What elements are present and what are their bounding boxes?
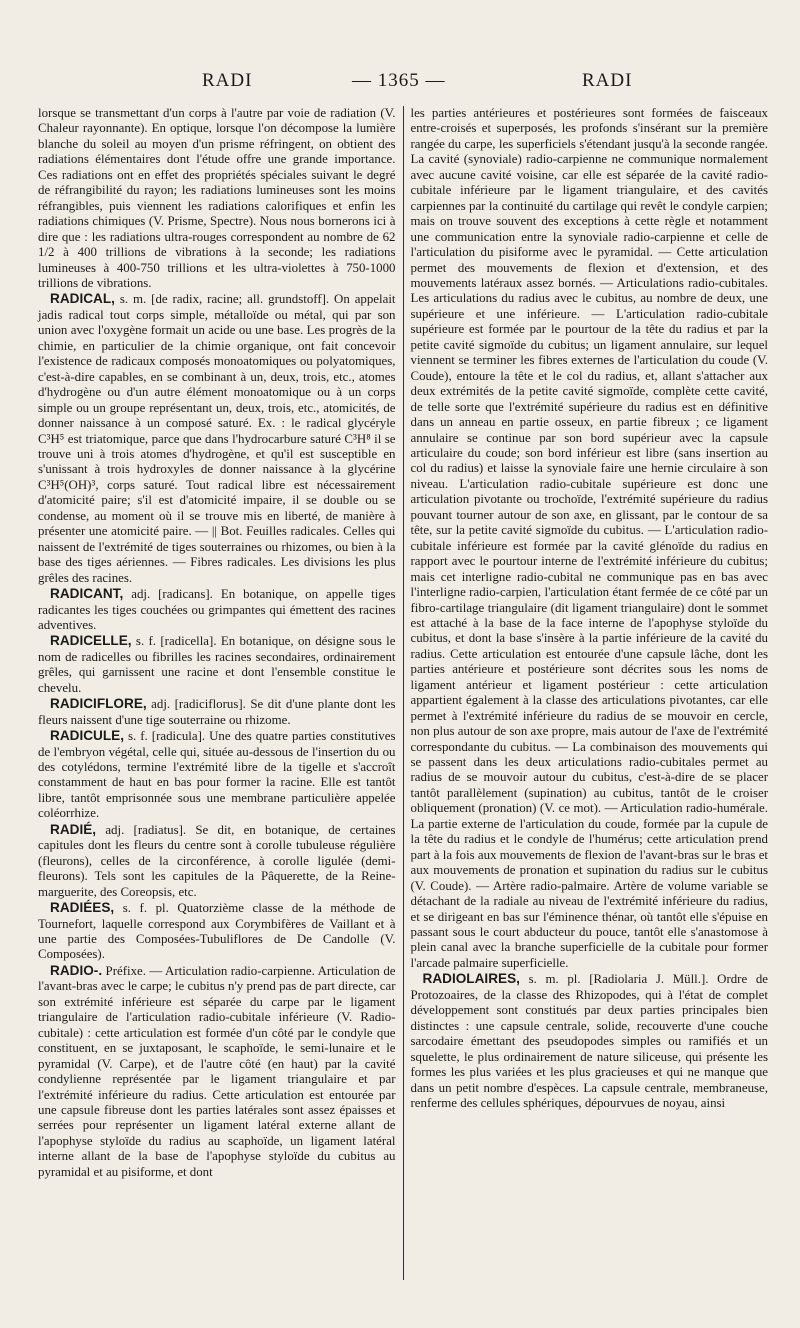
headword: RADIÉES, bbox=[50, 900, 115, 916]
entry-text: s. m. [de radix, racine; all. grundstoff]. On appelait jadis radical tout corps simple, métalloïde ou métal, qui par son union avec l'oxygène formait un acide ou une base. Les progrès de la chimie, en particulier de la chimie organique, ont fait concevoir l'existence de radicaux composés monoatomiques ou polyatomiques, c'est-à-dire capables, en se combinant à un, deux, trois, etc., atomes d'hydrogène ou d'un autre élément monoatomique ou à un corps simple ou un groupe représentant un, deux, trois, etc., atomicités, de donner naissance à un composé saturé. Ex. : le radical glycéryle C³H⁵ est triatomique, parce que dans l'hydrocarbure saturé C³H⁸ il se trouve uni à trois atomes d'hydrogène, et qu'il est susceptible en s'unissant à trois hydroxyles de donner naissance à la glycérine C³H⁵(OH)³, corps saturé. Tout radical libre est nécessairement d'atomicité paire; s'il est d'atomicité impaire, il se double ou se condense, au moment où il se trouve mis en liberté, de manière à présenter une atomicité paire. — || Bot. Feuilles radicales. Celles qui naissent de l'extrémité de tiges souterraines ou rhizomes, ou bien à la base des tiges aériennes. — Fibres radicales. Les divisions les plus grêles des racines. bbox=[38, 292, 396, 585]
headword: RADIOLAIRES, bbox=[422, 971, 520, 987]
entry-text: les parties antérieures et postérieures sont formées de faisceaux entre-croisés et superposés, les profonds s'insérant sur la première rangée du carpe, les superficiels s'étendant jusqu'à la seconde rangée. La cavité (synoviale) radio-carpienne ne communique normalement avec aucune cavité voisine, car elle est séparée de la cavité radio-cubitale inférieure par le ligament triangulaire, et des cavités carpiennes par la continuité du cartilage qui revêt le condyle carpien; mais on trouve souvent des exceptions à cette règle et notamment une communication entre la synoviale radio-carpienne et celle de l'articulation du pisiforme avec le pyramidal. — Cette articulation permet des mouvements de flexion et d'extension, et des mouvements latéraux assez bornés. — Articulations radio-cubitales. Les articulations du radius avec le cubitus, au nombre de deux, une supérieure et une inférieure. — L'articulation radio-cubitale supérieure est formée par le pourtour de la tête du radius et par la petite cavité sigmoïde du cubitus; un ligament annulaire, sur lequel viennent se terminer les fibres externes de l'articulation du coude (V. Coude), entoure la tête et le col du radius, et, allant s'attacher aux deux extrémités de la petite cavité sigmoïde, complète cette cavité, de telle sorte que l'extrémité supérieure du radius est en définitive dans un anneau en partie osseux, en partie fibreux ; ce ligament annulaire se continue par son bord supérieur avec la capsule articulaire du coude; son bord inférieur est libre (sans insertion au col du radius) et laisse la synoviale faire une hernie circulaire à son niveau. L'articulation radio-cubitale supérieure est donc une articulation pivotante ou trochoïde, l'extrémité supérieure du radius pouvant tourner autour de son axe, en glissant, par le contour de sa tête, sur la petite cavité sigmoïde du cubitus. — L'articulation radio-cubitale inférieure est formée par la cavité glénoïde du radius en rapport avec le pourtour interne de l'extrémité inférieure du cubitus; mais cet interligne radio-cubital ne communique pas en bas avec l'interligne radio-carpien, l'articulation étant fermée de ce côté par un fibro-cartilage triangulaire (dit ligament triangulaire) dont le sommet est attaché à la base de la face interne de l'apophyse styloïde du cubitus, et dont la base s'insère à la partie inférieure de la cavité du radius. Cette articulation est entourée d'une capsule lâche, dont les parties antérieure et postérieure sont décrites sous les noms de ligament antérieur et ligament postérieur : cette articulation appartient également à la classe des articulations pivotantes, car elle permet à l'extrémité inférieure du radius de se mouvoir en cercle, non plus autour de son axe propre, mais autour de l'axe de l'extrémité correspondante du cubitus. — La combinaison des mouvements qui se passent dans les deux articulations radio-cubitales permet au radius de se mouvoir autour du cubitus, c'est-à-dire de se placer tantôt parallèlement (supination) au cubitus, tantôt de le croiser obliquement (pronation) (V. ce mot). — Articulation radio-humérale. La partie externe de l'articulation du coude, formée par la cupule de la tête du radius et le condyle de l'humérus; cette articulation prend part à la fois aux mouvements de flexion de l'avant-bras sur le bras et aux mouvements de pronation et supination du radius sur le cubitus (V. Coude). — Artère radio-palmaire. Artère de volume variable se détachant de la radiale au niveau de l'extrémité inférieure du radius, et se dirigeant en bas sur l'éminence thénar, où tantôt elle s'épuise en passant sous le court abducteur du pouce, tantôt elle s'anastomose à plein canal avec la branche superficielle de la cubitale pour former l'arcade palmaire superficielle. bbox=[410, 106, 768, 970]
entry-text: adj. [radicans]. En botanique, on appelle tiges radicantes les tiges couchées ou grimpantes qui émettent des racines adventives. bbox=[38, 587, 396, 632]
column-rule bbox=[403, 106, 404, 1280]
entry-radiciflore bbox=[38, 696, 396, 728]
entry-text: s. m. pl. [Radiolaria J. Müll.]. Ordre de Protozoaires, de la classe des Rhizopodes, qui à l'état de complet développement sont constitués par deux parties principales bien distinctes : une capsule centrale, solide, recouverte d'une couche sarcodaire émettant des pseudopodes simples ou ramifiés et un squelette, le plus ordinairement de nature siliceuse, qui présente les formes les plus variées et les plus gracieuses et qui ne manque que dans un petit nombre d'espèces. La capsule centrale, membraneuse, renferme des cellules sphériques, dépourvues de noyau, ainsi bbox=[410, 972, 768, 1110]
right-column bbox=[411, 106, 769, 1280]
entry-radicelle bbox=[38, 633, 396, 696]
entry-radio bbox=[38, 963, 396, 1180]
headword: RADIÉ, bbox=[50, 821, 97, 837]
entry-radical bbox=[38, 291, 396, 586]
entry-radiees bbox=[38, 900, 396, 963]
page-number: — 1365 — bbox=[352, 70, 446, 91]
entry-text: s. f. [radicella]. En botanique, on désigne sous le nom de radicelles ou fibrilles les racines secondaires, ordinairement grêles, qui garnissent une racine et dont l'ensemble constitue le chevelu. bbox=[38, 634, 396, 695]
header-left-guideword: RADI bbox=[202, 70, 253, 91]
headword: RADICIFLORE, bbox=[50, 696, 147, 712]
entry-text: s. f. [radicula]. Une des quatre parties constitutives de l'embryon végétal, celle qui, située au-dessous de l'insertion du ou des cotylédons, termine l'extrémité libre de la tigelle et s'accroît constamment de haut en bas pour former la racine. Elle est tantôt libre, tantôt emprisonnée sous une membrane particulière appelée coléorrhize. bbox=[38, 729, 396, 821]
entry-radie bbox=[38, 822, 396, 900]
entry-text: s. f. pl. Quatorzième classe de la méthode de Tournefort, laquelle correspond aux Corymbifères de Vaillant et à une partie des Composées-Tubuliflores de De Candolle (V. Composées). bbox=[38, 901, 396, 962]
entry-continuation bbox=[38, 106, 396, 291]
text-columns bbox=[38, 106, 768, 1280]
entry-text: adj. [radiciflorus]. Se dit d'une plante dont les fleurs naissent d'une tige souterraine ou rhizome. bbox=[38, 697, 396, 727]
entry-radiolaires bbox=[411, 971, 769, 1111]
running-header bbox=[0, 70, 800, 100]
entry-text: lorsque se transmettant d'un corps à l'autre par voie de radiation (V. Chaleur rayonnante). En optique, lorsque l'on décompose la lumière blanche du soleil au moyen d'un prisme réfringent, on obtient des radiations élémentaires dont l'étude offre une grande importance. Ces radiations ont en effet des propriétés spéciales suivant le degré de réfrangibilité du rayon; les radiations lumineuses sont les moins réfrangibles, puis viennent les radiations calorifiques et enfin les radiations chimiques (V. Prisme, Spectre). Nous nous bornerons ici à dire que : les radiations ultra-rouges correspondent au nombre de 62 1/2 à 400 trillions de vibrations à la seconde; les radiations lumineuses à 400-750 trillions et les ultra-violettes à 750-1000 trillions de vibrations. bbox=[38, 106, 396, 290]
headword: RADICANT, bbox=[50, 586, 124, 602]
headword: RADICELLE, bbox=[50, 633, 132, 649]
left-column bbox=[38, 106, 396, 1280]
entry-continuation bbox=[411, 106, 769, 971]
headword: RADICULE, bbox=[50, 728, 125, 744]
entry-radicule bbox=[38, 728, 396, 822]
headword: RADIO-. bbox=[50, 962, 103, 978]
headword: RADICAL, bbox=[50, 291, 115, 307]
entry-text: adj. [radiatus]. Se dit, en botanique, de certaines capitules dont les fleurs du centre sont à corolle tubuleuse régulière (fleurons), celles de la circonférence, à corolle ligulée (demi-fleurons). Tels sont les capitules de la Pâquerette, de la Reine-marguerite, des Coreopsis, etc. bbox=[38, 822, 396, 899]
entry-text: Préfixe. — Articulation radio-carpienne. Articulation de l'avant-bras avec le carpe; le cubitus n'y prend pas de part directe, car son extrémité inférieure est séparée du carpe par le ligament triangulaire de l'articulation radio-cubitale inférieure (V. Radio-cubitale) : cette articulation est formée d'un côté par le condyle que constituent, en se juxtaposant, le scaphoïde, le semi-lunaire et le pyramidal (V. Carpe), et de l'autre côté (en haut) par la cavité condylienne représentée par le ligament triangulaire et par l'extrémité inférieure du radius. Cette articulation est entourée par une capsule fibreuse dont les parties latérales sont assez épaisses et serrées pour représenter un ligament latéral externe allant de l'apophyse styloïde du radius au scaphoïde, un ligament latéral interne allant de la base de l'apophyse styloïde du cubitus au pyramidal et au pisiforme, et dont bbox=[38, 963, 396, 1179]
header-right-guideword: RADI bbox=[582, 70, 633, 91]
entry-radicant bbox=[38, 586, 396, 633]
